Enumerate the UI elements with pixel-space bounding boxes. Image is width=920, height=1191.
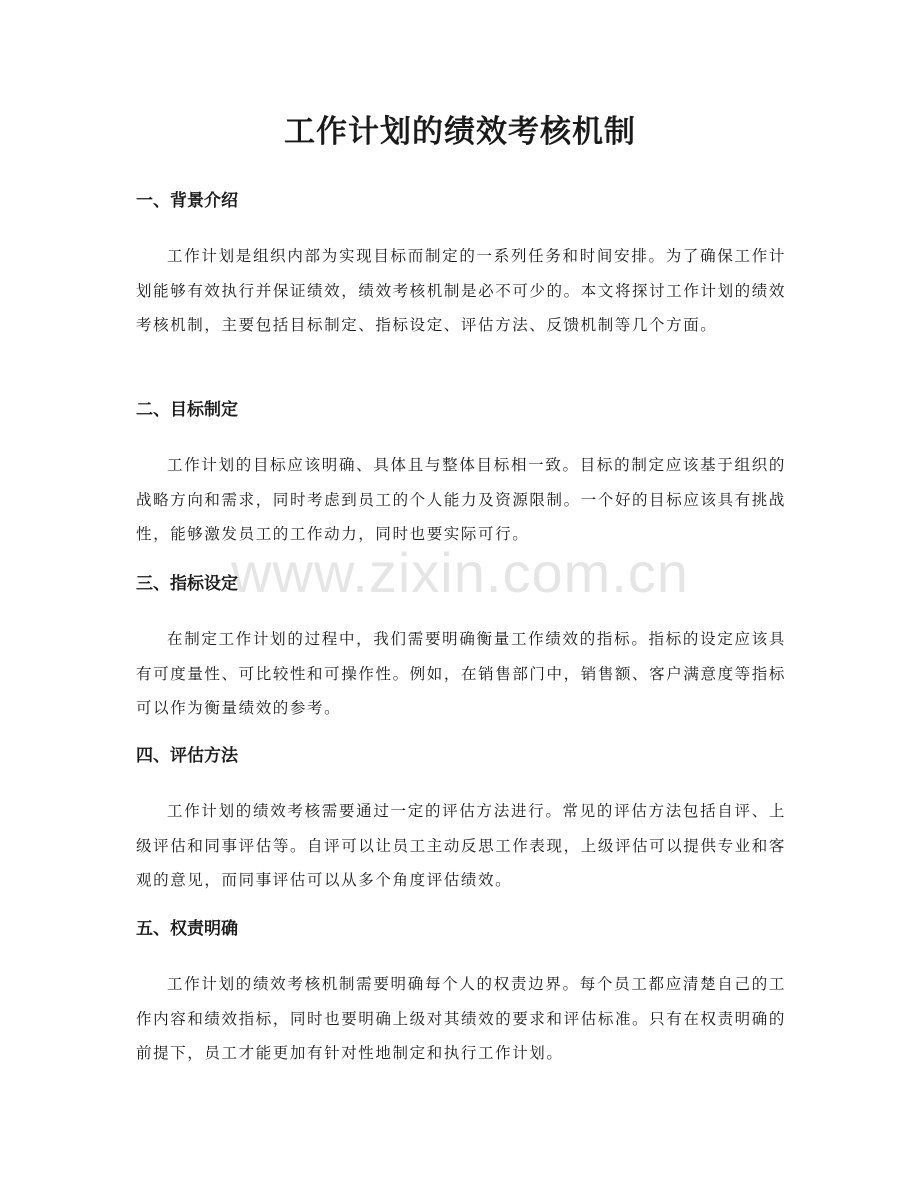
section-indicator-setting: [136, 572, 786, 726]
section-paragraph: 工作计划的目标应该明确、具体且与整体目标相一致。目标的制定应该基于组织的战略方向和需求，同时考虑到员工的个人能力及资源限制。一个好的目标应该具有挑战性，能够激发员工的工作动力，同时也要实际可行。: [136, 456, 786, 543]
section-background: [136, 189, 786, 343]
section-heading: 四、评估方法: [136, 746, 238, 766]
section-goal-setting: [136, 398, 786, 552]
document-title: 工作计划的绩效考核机制: [284, 114, 636, 150]
section-paragraph: 工作计划的绩效考核机制需要明确每个人的权责边界。每个员工都应清楚自己的工作内容和绩效指标，同时也要明确上级对其绩效的要求和评估标准。只有在权责明确的前提下，员工才能更加有针对性地制定和执行工作计划。: [136, 975, 786, 1062]
section-heading: 一、背景介绍: [136, 191, 238, 211]
watermark: www.zixin.com.cn: [231, 541, 689, 604]
section-heading: 五、权责明确: [136, 919, 238, 939]
section-paragraph: 在制定工作计划的过程中，我们需要明确衡量工作绩效的指标。指标的设定应该具有可度量性、可比较性和可操作性。例如，在销售部门中，销售额、客户满意度等指标可以作为衡量绩效的参考。: [136, 630, 786, 717]
section-responsibility: [136, 917, 786, 1071]
section-paragraph: 工作计划是组织内部为实现目标而制定的一系列任务和时间安排。为了确保工作计划能够有效执行并保证绩效，绩效考核机制是必不可少的。本文将探讨工作计划的绩效考核机制，主要包括目标制定、指标设定、评估方法、反馈机制等几个方面。: [136, 247, 786, 334]
section-evaluation-methods: [136, 744, 786, 898]
section-heading: 三、指标设定: [136, 574, 238, 594]
section-heading: 二、目标制定: [136, 400, 238, 420]
section-paragraph: 工作计划的绩效考核需要通过一定的评估方法进行。常见的评估方法包括自评、上级评估和同事评估等。自评可以让员工主动反思工作表现，上级评估可以提供专业和客观的意见，而同事评估可以从多个角度评估绩效。: [136, 802, 786, 889]
